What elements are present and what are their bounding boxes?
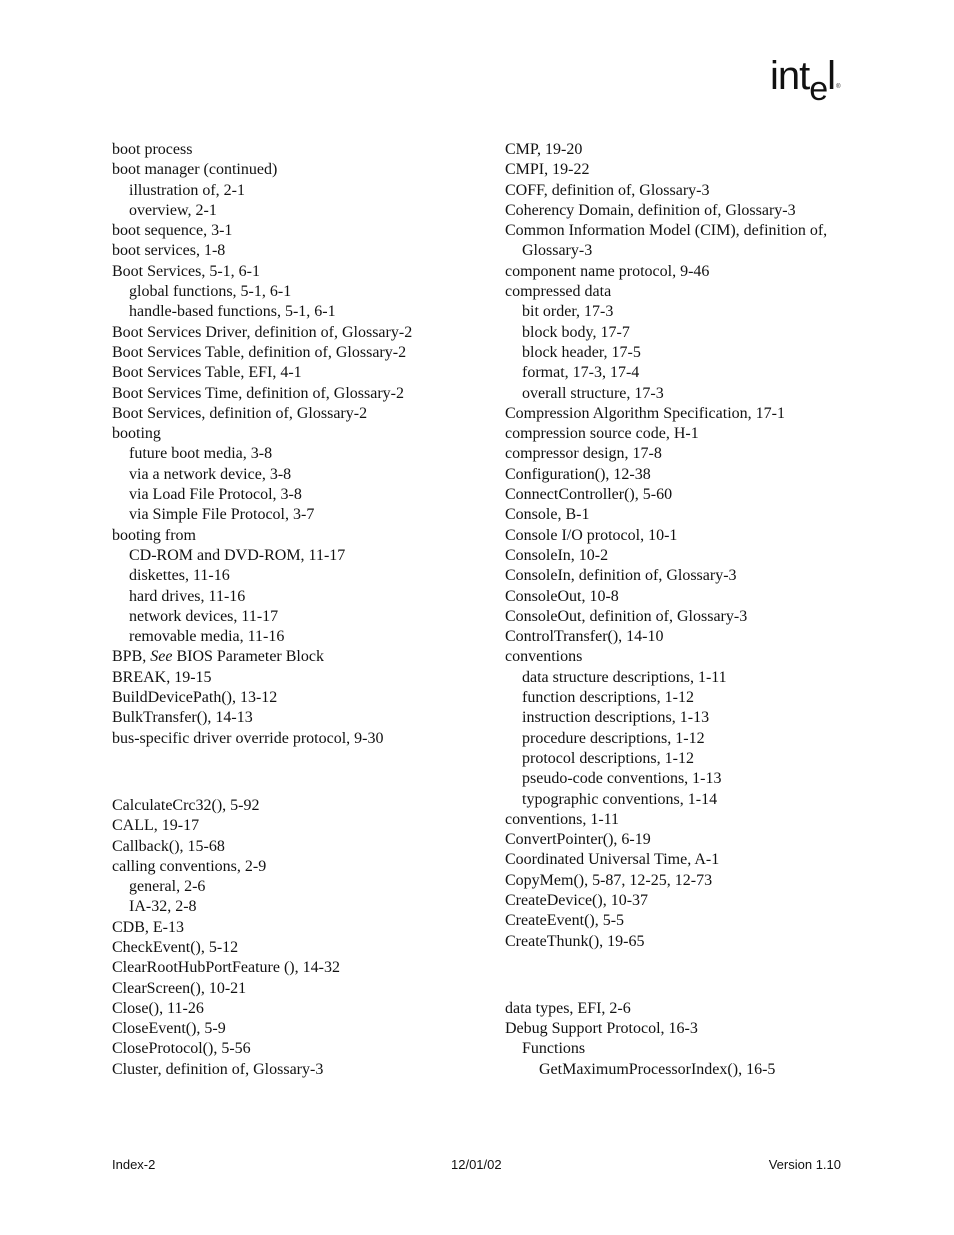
intel-logo: int$_e$l® [770,54,840,108]
index-subentry: general, 2-6 [129,878,206,896]
index-entry: Boot Services, 5-1, 6-1 [112,262,260,280]
index-subentry: network devices, 11-17 [129,607,279,625]
index-entry: compression source code, H-1 [505,425,699,443]
index-entry: CALL, 19-17 [112,817,200,835]
footer-date: 12/01/02 [451,1157,502,1172]
index-entry: Console I/O protocol, 10-1 [505,526,678,544]
index-entry: CalculateCrc32(), 5-92 [112,796,260,814]
index-subentry: illustration of, 2-1 [129,181,245,199]
index-subentry: instruction descriptions, 1-13 [522,709,710,727]
index-entry: compressed data [505,283,612,301]
index-entry: ClearScreen(), 10-21 [112,979,247,997]
index-entry: Common Information Model (CIM), definition of, Glossary-3 [505,222,828,260]
index-subentry: diskettes, 11-16 [129,567,230,585]
section-gap [112,749,492,796]
index-entry: Console, B-1 [505,506,590,524]
index-entry: CDB, E-13 [112,918,184,936]
index-entry: CreateEvent(), 5-5 [505,912,625,930]
index-subentry: block header, 17-5 [522,343,641,361]
index-entry: CheckEvent(), 5-12 [112,938,239,956]
index-entry: ConsoleIn, definition of, Glossary-3 [505,567,737,585]
index-entry: bus-specific driver override protocol, 9-30 [112,729,384,747]
index-entry: ControlTransfer(), 14-10 [505,628,664,646]
index-subentry: pseudo-code conventions, 1-13 [522,770,722,788]
index-entry: CloseEvent(), 5-9 [112,1020,226,1038]
index-subentry: bit order, 17-3 [522,303,614,321]
index-entry: CopyMem(), 5-87, 12-25, 12-73 [505,871,713,889]
index-subentry: via a network device, 3-8 [129,465,292,483]
index-entry: CMP, 19-20 [505,141,583,158]
index-entry: conventions [505,648,583,666]
index-subentry: block body, 17-7 [522,323,630,341]
index-entry: Compression Algorithm Specification, 17-1 [505,404,785,422]
index-entry: CreateThunk(), 19-65 [505,932,645,950]
index-entry: boot services, 1-8 [112,242,226,260]
index-subentry: typographic conventions, 1-14 [522,790,718,808]
index-subentry: overview, 2-1 [129,201,217,219]
index-entry: Configuration(), 12-38 [505,465,651,483]
index-entry: booting [112,425,161,443]
index-entry: CloseProtocol(), 5-56 [112,1040,251,1058]
index-subentry: handle-based functions, 5-1, 6-1 [129,303,336,321]
index-entry: Boot Services, definition of, Glossary-2 [112,404,368,422]
index-entry: BulkTransfer(), 14-13 [112,709,253,727]
index-subentry: CD-ROM and DVD-ROM, 11-17 [129,546,346,564]
index-entry: BREAK, 19-15 [112,668,212,686]
index-entry: component name protocol, 9-46 [505,262,710,280]
index-entry: Coordinated Universal Time, A-1 [505,851,720,869]
index-subentry: overall structure, 17-3 [522,384,664,402]
index-subentry: hard drives, 11-16 [129,587,246,605]
index-entry: CMPI, 19-22 [505,161,590,179]
index-entry: Callback(), 15-68 [112,837,225,855]
index-entry: ConnectController(), 5-60 [505,486,673,504]
index-entry: Boot Services Table, definition of, Glossary-2 [112,343,407,361]
index-column-right [505,140,845,1080]
index-subentry: procedure descriptions, 1-12 [522,729,705,747]
index-entry: ConsoleOut, definition of, Glossary-3 [505,607,748,625]
index-entry: Coherency Domain, definition of, Glossary-3 [505,201,796,219]
index-entry: compressor design, 17-8 [505,445,662,463]
index-subentry: IA-32, 2-8 [129,898,197,916]
index-subentry: format, 17-3, 17-4 [522,364,640,382]
index-entry: BPB, See BIOS Parameter Block [112,648,324,666]
index-subentry: data structure descriptions, 1-11 [522,668,727,686]
index-subentry: via Load File Protocol, 3-8 [129,486,302,504]
index-subentry: future boot media, 3-8 [129,445,273,463]
index-subentry: Functions [522,1040,586,1058]
index-entry: conventions, 1-11 [505,810,620,828]
index-entry: Boot Services Driver, definition of, Glossary-2 [112,323,413,341]
index-entry: ConsoleOut, 10-8 [505,587,619,605]
section-gap [505,952,845,999]
footer-version: Version 1.10 [768,1157,841,1172]
index-entry: Boot Services Table, EFI, 4-1 [112,364,302,382]
index-subentry: protocol descriptions, 1-12 [522,749,694,767]
index-entry: ClearRootHubPortFeature (), 14-32 [112,959,340,977]
index-entry: booting from [112,526,196,544]
index-entry: Boot Services Time, definition of, Glossary-2 [112,384,404,402]
index-entry: calling conventions, 2-9 [112,857,267,875]
index-subentry: global functions, 5-1, 6-1 [129,283,292,301]
index-entry: CreateDevice(), 10-37 [505,891,649,909]
index-entry: BuildDevicePath(), 13-12 [112,689,278,707]
index-entry: boot process [112,141,193,158]
index-entry: Cluster, definition of, Glossary-3 [112,1060,324,1078]
footer-page-label: Index-2 [112,1157,156,1172]
index-entry: Debug Support Protocol, 16-3 [505,1020,698,1038]
index-entry: ConsoleIn, 10-2 [505,546,609,564]
index-entry: Close(), 11-26 [112,999,204,1017]
index-entry: COFF, definition of, Glossary-3 [505,181,710,199]
index-entry: data types, EFI, 2-6 [505,999,631,1017]
index-entry: ConvertPointer(), 6-19 [505,831,651,849]
index-subentry: function descriptions, 1-12 [522,689,694,707]
index-entry: boot sequence, 3-1 [112,222,233,240]
index-subentry: via Simple File Protocol, 3-7 [129,506,315,524]
index-subentry: GetMaximumProcessorIndex(), 16-5 [539,1060,776,1078]
index-subentry: removable media, 11-16 [129,628,285,646]
index-entry: boot manager (continued) [112,161,278,179]
index-column-left [112,140,492,1080]
